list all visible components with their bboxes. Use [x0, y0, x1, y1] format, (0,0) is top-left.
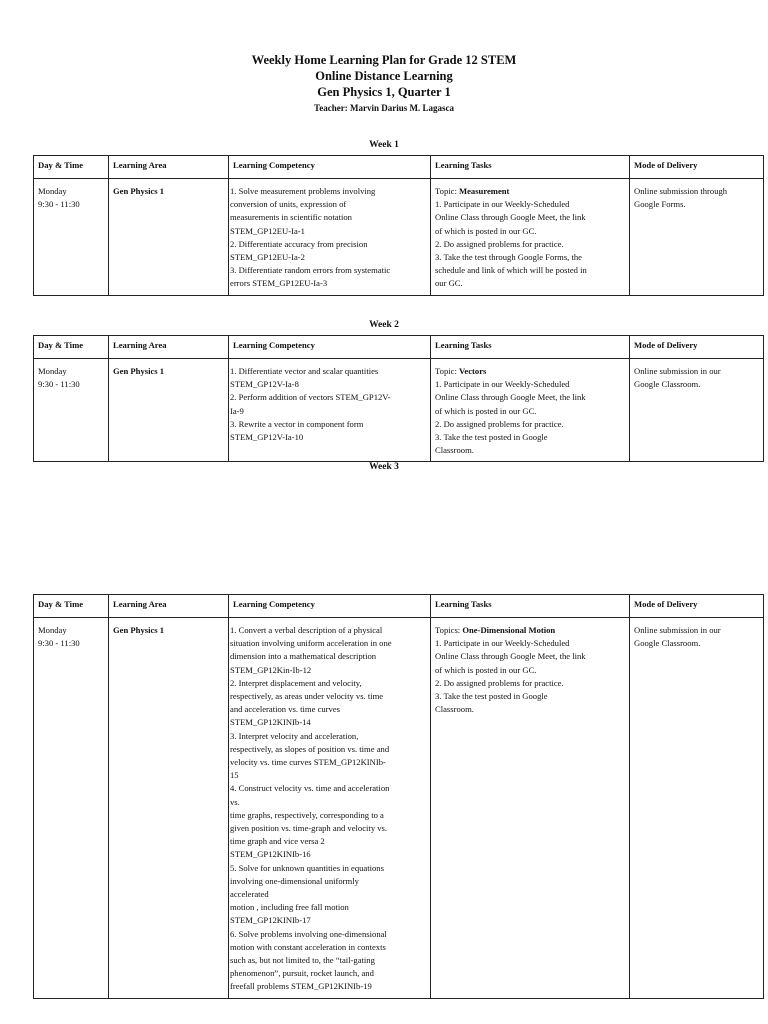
- learning-competency-cell: [229, 359, 431, 462]
- competency-line: 1. Convert a verbal description of a physical: [230, 625, 383, 635]
- competency-line: conversion of units, expression of: [230, 199, 347, 210]
- competency-line: STEM_GP12EU-Ia-2: [230, 252, 305, 263]
- competency-line: 2. Interpret displacement and velocity,: [230, 677, 362, 688]
- topic-name: Measurement: [458, 186, 510, 196]
- table-row: [34, 359, 764, 462]
- task-line: 1. Participate in our Weekly-Scheduled: [435, 379, 570, 390]
- competency-line: STEM_GP12KINIb-17: [230, 915, 311, 926]
- learning-tasks-cell: [431, 618, 630, 999]
- task-line: Online Class through Google Meet, the link: [435, 651, 586, 662]
- mode-of-delivery-cell: [630, 618, 764, 999]
- week-label: Week 1: [369, 140, 399, 150]
- competency-line: measurements in scientific notation: [230, 212, 352, 223]
- competency-line: vs.: [230, 796, 240, 807]
- competency-line: involving one-dimensional uniformly: [230, 875, 359, 886]
- time-text: 9:30 - 11:30: [38, 638, 80, 649]
- header-learning-area: Learning Area: [109, 595, 229, 618]
- delivery-line: Online submission through: [634, 186, 728, 196]
- header-day-time: Day & Time: [34, 156, 109, 179]
- day-text: Monday: [38, 625, 67, 635]
- learning-tasks-cell: [431, 359, 630, 462]
- competency-line: velocity vs. time curves STEM_GP12KINIb-: [230, 757, 386, 768]
- competency-line: and acceleration vs. time curves: [230, 704, 340, 715]
- competency-line: situation involving uniform acceleration in one: [230, 638, 392, 649]
- week-label: Week 3: [369, 462, 399, 472]
- delivery-line: Google Classroom.: [634, 379, 701, 390]
- task-line: 2. Do assigned problems for practice.: [435, 238, 564, 249]
- competency-line: accelerated: [230, 889, 269, 900]
- task-line: 1. Participate in our Weekly-Scheduled: [435, 199, 570, 210]
- mode-of-delivery-cell: [630, 359, 764, 462]
- task-line: Classroom.: [435, 445, 474, 456]
- competency-line: STEM_GP12KINIb-16: [230, 849, 311, 860]
- plan-subtitle: Online Distance Learning: [315, 69, 453, 83]
- day-text: Monday: [38, 186, 67, 196]
- competency-line: Ia-9: [230, 405, 244, 416]
- week-label: Week 2: [369, 320, 399, 330]
- competency-line: 15: [230, 770, 239, 781]
- competency-line: motion with constant acceleration in contexts: [230, 941, 386, 952]
- task-line: our GC.: [435, 278, 463, 289]
- task-line: 1. Participate in our Weekly-Scheduled: [435, 638, 570, 649]
- table-row: [34, 179, 764, 296]
- table-header-row: [34, 595, 764, 618]
- header-learning-area: Learning Area: [109, 156, 229, 179]
- task-line: Online Class through Google Meet, the link: [435, 392, 586, 403]
- day-time-cell: [34, 359, 109, 462]
- topic-name: Vectors: [458, 366, 487, 376]
- competency-line: respectively, as areas under velocity vs. time: [230, 691, 384, 702]
- topic-prefix: Topic:: [435, 366, 459, 376]
- header-learning-tasks: Learning Tasks: [431, 595, 630, 618]
- header-learning-tasks: Learning Tasks: [431, 156, 630, 179]
- learning-area-cell: Gen Physics 1: [109, 179, 229, 296]
- topic-line: [435, 185, 625, 198]
- learning-area-cell: Gen Physics 1: [109, 618, 229, 999]
- competency-line: 2. Differentiate accuracy from precision: [230, 238, 368, 249]
- header-day-time: Day & Time: [34, 595, 109, 618]
- competency-line: time graphs, respectively, corresponding to a: [230, 809, 384, 820]
- task-line: of which is posted in our GC.: [435, 664, 537, 675]
- task-line: 3. Take the test through Google Forms, the: [435, 252, 582, 263]
- competency-line: 1. Differentiate vector and scalar quantities: [230, 366, 379, 376]
- competency-line: STEM_GP12V-Ia-10: [230, 432, 304, 443]
- week-table: [33, 594, 764, 999]
- delivery-line: Online submission in our: [634, 625, 721, 635]
- header-learning-competency: Learning Competency: [229, 336, 431, 359]
- competency-line: 6. Solve problems involving one-dimensional: [230, 928, 387, 939]
- competency-line: 4. Construct velocity vs. time and acceleration: [230, 783, 390, 794]
- delivery-line: Online submission in our: [634, 366, 721, 376]
- header-learning-competency: Learning Competency: [229, 156, 431, 179]
- learning-competency-cell: [229, 618, 431, 999]
- learning-tasks-cell: [431, 179, 630, 296]
- topic-prefix: Topics:: [435, 625, 463, 635]
- day-text: Monday: [38, 366, 67, 376]
- table-header-row: [34, 156, 764, 179]
- time-text: 9:30 - 11:30: [38, 199, 80, 210]
- competency-line: phenomenon”, pursuit, rocket launch, and: [230, 968, 374, 979]
- competency-line: given position vs. time-graph and velocity vs.: [230, 823, 388, 834]
- header-mode-of-delivery: Mode of Delivery: [630, 595, 764, 618]
- competency-line: 2. Perform addition of vectors STEM_GP12V-: [230, 392, 391, 403]
- plan-header: [0, 52, 768, 115]
- competency-line: 1. Solve measurement problems involving: [230, 186, 376, 196]
- competency-line: errors STEM_GP12EU-Ia-3: [230, 278, 328, 289]
- competency-line: dimension into a mathematical description: [230, 651, 377, 662]
- learning-area-cell: Gen Physics 1: [109, 359, 229, 462]
- competency-line: STEM_GP12KINIb-14: [230, 717, 311, 728]
- header-learning-area: Learning Area: [109, 336, 229, 359]
- topic-line: [435, 624, 625, 637]
- time-text: 9:30 - 11:30: [38, 379, 80, 390]
- competency-line: motion , including free fall motion: [230, 902, 349, 913]
- header-mode-of-delivery: Mode of Delivery: [630, 156, 764, 179]
- day-time-cell: [34, 179, 109, 296]
- topic-line: [435, 365, 625, 378]
- header-learning-tasks: Learning Tasks: [431, 336, 630, 359]
- table-row: [34, 618, 764, 999]
- day-time-cell: [34, 618, 109, 999]
- week-table: [33, 335, 764, 462]
- competency-line: 3. Differentiate random errors from systematic: [230, 265, 391, 276]
- task-line: 2. Do assigned problems for practice.: [435, 418, 564, 429]
- header-learning-competency: Learning Competency: [229, 595, 431, 618]
- task-line: Online Class through Google Meet, the link: [435, 212, 586, 223]
- plan-title: Weekly Home Learning Plan for Grade 12 STEM: [251, 53, 517, 67]
- topic-name: One-Dimensional Motion: [462, 625, 556, 635]
- delivery-line: Google Forms.: [634, 199, 686, 210]
- header-day-time: Day & Time: [34, 336, 109, 359]
- competency-line: time graph and vice versa 2: [230, 836, 325, 847]
- competency-line: STEM_GP12Kin-Ib-12: [230, 664, 312, 675]
- mode-of-delivery-cell: [630, 179, 764, 296]
- plan-course: Gen Physics 1, Quarter 1: [317, 85, 451, 99]
- task-line: 2. Do assigned problems for practice.: [435, 677, 564, 688]
- task-line: of which is posted in our GC.: [435, 405, 537, 416]
- task-line: Classroom.: [435, 704, 474, 715]
- plan-teacher: Teacher: Marvin Darius M. Lagasca: [314, 103, 454, 113]
- competency-line: STEM_GP12V-Ia-8: [230, 379, 299, 390]
- competency-line: such as, but not limited to, the “tail-gating: [230, 955, 375, 966]
- competency-line: respectively, as slopes of position vs. time and: [230, 743, 390, 754]
- competency-line: 3. Interpret velocity and acceleration,: [230, 730, 359, 741]
- week-table: [33, 155, 764, 296]
- competency-line: freefall problems STEM_GP12KINIb-19: [230, 981, 372, 992]
- task-line: of which is posted in our GC.: [435, 225, 537, 236]
- delivery-line: Google Classroom.: [634, 638, 701, 649]
- competency-line: 3. Rewrite a vector in component form: [230, 418, 364, 429]
- competency-line: 5. Solve for unknown quantities in equations: [230, 862, 384, 873]
- topic-prefix: Topic:: [435, 186, 459, 196]
- task-line: schedule and link of which will be posted in: [435, 265, 587, 276]
- header-mode-of-delivery: Mode of Delivery: [630, 336, 764, 359]
- task-line: 3. Take the test posted in Google: [435, 432, 548, 443]
- competency-line: STEM_GP12EU-Ia-1: [230, 225, 305, 236]
- task-line: 3. Take the test posted in Google: [435, 691, 548, 702]
- learning-competency-cell: [229, 179, 431, 296]
- table-header-row: [34, 336, 764, 359]
